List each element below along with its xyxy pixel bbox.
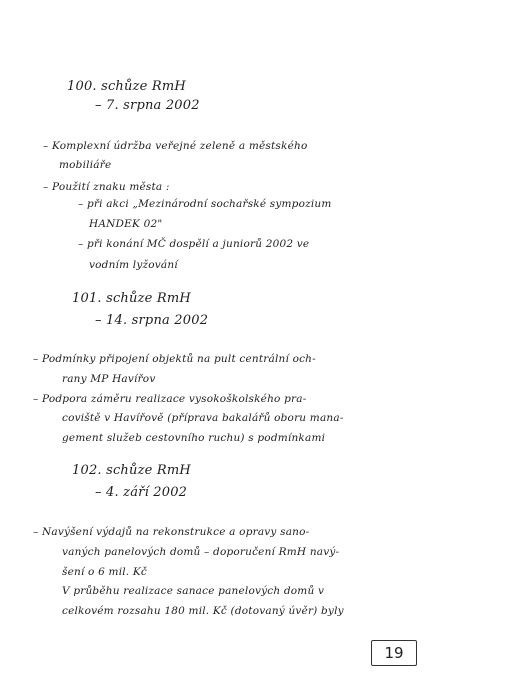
- section-heading: 101. schůze RmH: [72, 291, 191, 306]
- section-heading: 100. schůze RmH: [67, 79, 186, 94]
- note-line: – Navýšení výdajů na rekonstrukce a opravy sano-: [33, 526, 310, 538]
- note-line: šení o 6 mil. Kč: [62, 566, 148, 578]
- note-line: gement služeb cestovního ruchu) s podmínkami: [62, 432, 326, 444]
- note-line: – při akci „Mezinárodní sochařské sympozium: [78, 198, 332, 210]
- page-number: 19: [384, 644, 404, 662]
- note-line: – Podpora záměru realizace vysokoškolského pra-: [33, 393, 307, 405]
- note-line: – Podmínky připojení objektů na pult centrální och-: [33, 353, 316, 365]
- note-line: vaných panelových domů – doporučení RmH navý-: [62, 546, 340, 558]
- note-line: coviště v Havířově (příprava bakalářů oboru mana-: [62, 412, 344, 424]
- note-line: – Komplexní údržba veřejné zeleně a městského: [43, 140, 308, 152]
- note-line: HANDEK 02": [89, 218, 163, 230]
- note-line: – při konání MČ dospělí a juniorů 2002 ve: [78, 238, 310, 250]
- section-date: – 7. srpna 2002: [95, 98, 200, 113]
- section-date: – 14. srpna 2002: [95, 313, 209, 328]
- note-line: – Použití znaku města :: [43, 181, 170, 193]
- note-line: rany MP Havířov: [62, 373, 156, 385]
- note-line: celkovém rozsahu 180 mil. Kč (dotovaný úvěr) byly: [62, 605, 344, 617]
- section-date: – 4. září 2002: [95, 485, 188, 500]
- note-line: mobiliáře: [59, 159, 112, 171]
- note-line: vodním lyžování: [89, 259, 178, 271]
- section-heading: 102. schůze RmH: [72, 463, 191, 478]
- note-line: V průběhu realizace sanace panelových domů v: [62, 585, 325, 597]
- page-number-box: [371, 640, 417, 666]
